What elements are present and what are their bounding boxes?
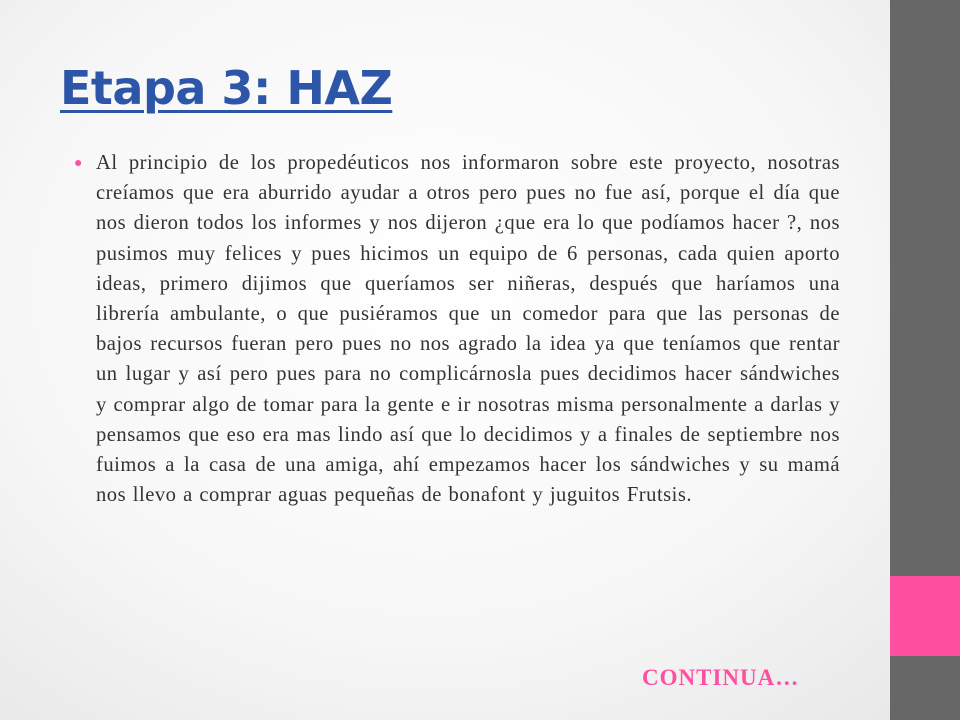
bullet-list: [74, 148, 840, 510]
bullet-item: [74, 148, 840, 510]
bullet-text: Al principio de los propedéuticos nos informaron sobre este proyecto, nosotras creíamos que era aburrido ayudar a otros pero pues no fue así, porque el día que nos dieron todos los informes y nos dijeron ¿que era lo que podíamos hacer ?, nos pusimos muy felices y pues hicimos un equipo de 6 personas, cada quien aporto ideas, primero dijimos que queríamos ser niñeras, después que haríamos una librería ambulante, o que pusiéramos que un comedor para que las personas de bajos recursos fueran pero pues no nos agrado la idea ya que teníamos que rentar un lugar y así pero pues para no complicárnosla pues decidimos hacer sándwiches y comprar algo de tomar para la gente e ir nosotras misma personalmente a darlas y pensamos que eso era mas lindo así que lo decidimos y a finales de septiembre nos fuimos a la casa de una amiga, ahí empezamos hacer los sándwiches y su mamá nos llevo a comprar aguas pequeñas de bonafont y juguitos Frutsis.: [96, 152, 840, 507]
bullet-dot-icon: ●: [74, 156, 83, 171]
continue-link[interactable]: CONTINUA…: [642, 665, 800, 690]
side-accent-block: [890, 576, 960, 656]
slide-title: Etapa 3: HAZ: [60, 61, 393, 115]
